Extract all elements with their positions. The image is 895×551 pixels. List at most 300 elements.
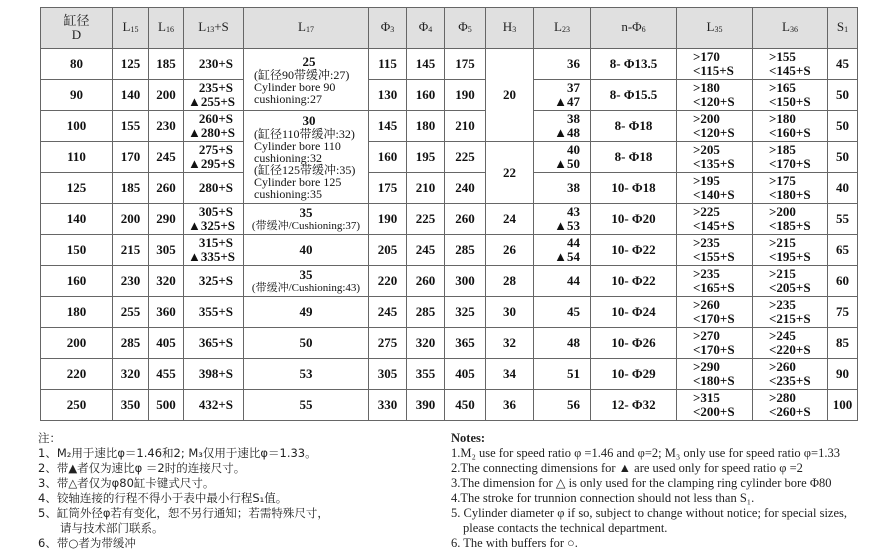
- cell-s1: [828, 80, 858, 111]
- header-label-line2: D: [71, 27, 82, 42]
- cell-line: <145+S: [693, 218, 735, 233]
- cell-s1: [828, 266, 858, 297]
- cell-l23: [534, 49, 591, 80]
- cell-line: 280+S: [198, 180, 233, 195]
- cell-line: >280: [769, 390, 796, 405]
- cell-l36: [753, 328, 828, 359]
- cell-d: [41, 235, 113, 266]
- cell-d: [41, 142, 113, 173]
- cell-value: 220: [377, 273, 398, 288]
- l17-note: cushioning:32: [254, 151, 322, 165]
- cell-nphi6: [591, 328, 677, 359]
- cell-line: >315: [693, 390, 720, 405]
- cell-s1: [828, 390, 858, 421]
- cell-line: ▲54: [554, 249, 580, 264]
- cell-l17: [244, 111, 369, 204]
- cell-line: ▲48: [554, 125, 580, 140]
- cell-value: 90: [70, 87, 83, 102]
- cell-l15: [113, 204, 149, 235]
- cell-phi4: [407, 173, 445, 204]
- header-label: L: [706, 19, 715, 34]
- cell-line: 398+S: [198, 366, 233, 381]
- cell-line: <170+S: [769, 156, 811, 171]
- cell-value: 160: [66, 273, 87, 288]
- cell-value: 200: [66, 335, 87, 350]
- cell-phi5: [445, 359, 486, 390]
- cell-l16: [149, 142, 184, 173]
- header-subscript: 35: [714, 25, 723, 34]
- cell-line: >235: [693, 266, 720, 281]
- cell-l23: [534, 111, 591, 142]
- header-subscript: 15: [130, 25, 139, 34]
- cell-line: <180+S: [693, 373, 735, 388]
- header-label: S: [836, 19, 845, 34]
- cell-line: >290: [693, 359, 720, 374]
- header-subscript: 36: [789, 25, 798, 34]
- cell-phi5: [445, 80, 486, 111]
- table-row: [41, 328, 858, 359]
- notes-en-title: Notes:: [451, 431, 486, 445]
- cell-phi3: [369, 80, 407, 111]
- cell-l13: [184, 173, 244, 204]
- table-row: [41, 235, 858, 266]
- note-en-1: 1.M₂ use for speed ratio φ =1.46 and φ=2; M₃ only use for speed ratio φ=1.33: [451, 446, 840, 460]
- cell-line: ▲280+S: [188, 125, 236, 140]
- cell-value: 170: [120, 149, 141, 164]
- table-row: [41, 111, 858, 142]
- cell-phi4: [407, 142, 445, 173]
- cell-value: 90: [836, 366, 849, 381]
- cell-line: <185+S: [769, 218, 811, 233]
- cell-value: 195: [415, 149, 436, 164]
- cell-value: 140: [66, 211, 87, 226]
- cell-l35: [677, 80, 753, 111]
- cell-line: >270: [693, 328, 720, 343]
- cell-value: 210: [415, 180, 436, 195]
- l17-value: 30: [302, 113, 316, 128]
- cell-value: 450: [455, 397, 475, 412]
- cell-line: >205: [693, 142, 720, 157]
- cell-value: 8- Φ18: [614, 149, 653, 164]
- cell-value: 140: [120, 87, 141, 102]
- cell-value: 28: [503, 273, 516, 288]
- cell-l23: [534, 80, 591, 111]
- cell-l17: [244, 297, 369, 328]
- cell-value: 350: [120, 397, 141, 412]
- cell-l35: [677, 297, 753, 328]
- cell-line: <120+S: [693, 125, 735, 140]
- cell-l15: [113, 297, 149, 328]
- cell-phi4: [407, 111, 445, 142]
- cell-line: >180: [693, 80, 720, 95]
- note-cn-4: 4、铰轴连接的行程不得小于表中最小行程S₁值。: [38, 491, 288, 505]
- cell-l16: [149, 49, 184, 80]
- cell-line: <145+S: [769, 63, 811, 78]
- cell-value: 150: [66, 242, 87, 257]
- cell-value: 180: [415, 118, 436, 133]
- cell-value: 10- Φ24: [611, 304, 656, 319]
- cell-value: 325: [455, 304, 475, 319]
- cell-phi4: [407, 266, 445, 297]
- cell-value: 365: [455, 335, 475, 350]
- cell-line: >195: [693, 173, 720, 188]
- cell-l16: [149, 173, 184, 204]
- cell-phi4: [407, 204, 445, 235]
- cell-l17: [244, 359, 369, 390]
- cell-value: 50: [836, 87, 849, 102]
- cell-l17: [244, 49, 369, 111]
- header-subscript: 17: [305, 25, 314, 34]
- cell-s1: [828, 142, 858, 173]
- cell-value: 320: [156, 273, 176, 288]
- cell-phi4: [407, 359, 445, 390]
- cell-value: 250: [66, 397, 87, 412]
- cell-value: 32: [503, 335, 516, 350]
- cell-l36: [753, 173, 828, 204]
- cell-l35: [677, 204, 753, 235]
- table-header-row: [41, 8, 858, 49]
- cell-value: 145: [377, 118, 398, 133]
- cell-value: 10- Φ29: [611, 366, 656, 381]
- column-header: [113, 8, 149, 49]
- cell-value: 390: [415, 397, 436, 412]
- cell-line: ▲53: [554, 218, 580, 233]
- cell-value: 45: [836, 56, 849, 71]
- cell-phi5: [445, 49, 486, 80]
- cell-value: 180: [66, 304, 87, 319]
- cell-l17: [244, 204, 369, 235]
- l17-note: (带缓冲/Cushioning:43): [251, 282, 361, 294]
- cell-l36: [753, 111, 828, 142]
- cell-value: 60: [836, 273, 849, 288]
- cell-l17: [244, 235, 369, 266]
- cell-line: ▲255+S: [188, 94, 236, 109]
- cell-phi5: [445, 204, 486, 235]
- cell-value: 20: [503, 87, 516, 102]
- cell-line: 325+S: [198, 273, 233, 288]
- cell-value: 160: [415, 87, 436, 102]
- cell-line: 44: [567, 235, 580, 250]
- cell-l36: [753, 235, 828, 266]
- cell-phi5: [445, 142, 486, 173]
- l17-value: 55: [299, 397, 313, 412]
- cell-value: 65: [836, 242, 849, 257]
- column-header: [369, 8, 407, 49]
- notes-english: [451, 431, 847, 551]
- cell-l36: [753, 49, 828, 80]
- cell-value: 220: [66, 366, 87, 381]
- cell-d: [41, 359, 113, 390]
- cell-line: ▲325+S: [188, 218, 236, 233]
- column-header: [753, 8, 828, 49]
- cell-value: 34: [503, 366, 516, 381]
- cell-s1: [828, 359, 858, 390]
- cell-line: 48: [567, 335, 580, 350]
- header-label: H: [502, 19, 513, 34]
- cell-l15: [113, 266, 149, 297]
- cell-value: 40: [836, 180, 849, 195]
- cell-phi3: [369, 359, 407, 390]
- cell-value: 405: [455, 366, 475, 381]
- cell-phi4: [407, 297, 445, 328]
- cell-phi4: [407, 80, 445, 111]
- cell-nphi6: [591, 266, 677, 297]
- cell-value: 22: [503, 164, 516, 180]
- cell-line: <140+S: [693, 187, 735, 202]
- cell-line: 432+S: [198, 397, 233, 412]
- cell-h3: [486, 297, 534, 328]
- cell-l16: [149, 235, 184, 266]
- header-label: L: [782, 19, 790, 34]
- l17-note: cushioning:35: [254, 187, 322, 201]
- cell-value: 285: [415, 304, 436, 319]
- cell-l17: [244, 390, 369, 421]
- note-en-5-cont: please contacts the technical department.: [463, 521, 668, 535]
- cell-phi4: [407, 49, 445, 80]
- column-header: [41, 8, 113, 49]
- cell-value: 245: [377, 304, 398, 319]
- header-subscript: 1: [844, 25, 849, 34]
- cell-l13: [184, 204, 244, 235]
- cell-value: 230: [120, 273, 141, 288]
- cell-nphi6: [591, 359, 677, 390]
- cell-l35: [677, 359, 753, 390]
- note-cn-1: 1、M₂用于速比φ＝1.46和2; M₃仅用于速比φ＝1.33。: [38, 446, 317, 460]
- cell-line: 315+S: [198, 235, 233, 250]
- cell-value: 200: [156, 87, 176, 102]
- cell-d: [41, 111, 113, 142]
- cell-value: 255: [120, 304, 141, 319]
- cell-value: 155: [120, 118, 141, 133]
- cell-value: 245: [415, 242, 436, 257]
- header-label: Φ: [458, 19, 468, 34]
- cell-value: 225: [415, 211, 436, 226]
- cell-l13: [184, 297, 244, 328]
- cell-line: <120+S: [693, 94, 735, 109]
- cell-phi5: [445, 266, 486, 297]
- cell-phi4: [407, 328, 445, 359]
- column-header: [486, 8, 534, 49]
- cell-l36: [753, 80, 828, 111]
- column-header: [591, 8, 677, 49]
- cell-phi3: [369, 390, 407, 421]
- cell-l23: [534, 328, 591, 359]
- cell-value: 50: [836, 118, 849, 133]
- header-subscript: 3: [390, 25, 395, 34]
- cell-l35: [677, 390, 753, 421]
- column-header: [184, 8, 244, 49]
- cell-l35: [677, 111, 753, 142]
- cell-value: 24: [503, 211, 516, 226]
- cell-l36: [753, 297, 828, 328]
- column-header: [244, 8, 369, 49]
- cell-l15: [113, 80, 149, 111]
- cell-line: <235+S: [769, 373, 811, 388]
- cell-line: 38: [567, 111, 580, 126]
- header-subscript: 13: [206, 25, 215, 34]
- l17-note: Cylinder bore 90: [254, 79, 336, 94]
- l17-value: 35: [299, 205, 313, 220]
- cell-line: >200: [769, 204, 796, 219]
- cell-line: 38: [567, 180, 580, 195]
- header-suffix: +S: [214, 19, 229, 34]
- cell-value: 85: [836, 335, 849, 350]
- note-en-5: 5. Cylinder diameter φ if so, subject to change without notice; for special sizes,: [451, 506, 847, 520]
- cell-line: 36: [567, 56, 580, 71]
- cell-line: 235+S: [198, 80, 233, 95]
- note-cn-6: 6、带○者为带缓冲: [38, 536, 136, 550]
- cell-phi3: [369, 173, 407, 204]
- l17-note: Cylinder bore 110: [254, 139, 341, 153]
- cell-value: 80: [70, 56, 83, 71]
- cell-line: >235: [693, 235, 720, 250]
- notes-chinese: [38, 431, 329, 551]
- cell-nphi6: [591, 111, 677, 142]
- cell-l13: [184, 328, 244, 359]
- cell-l35: [677, 328, 753, 359]
- l17-value: 49: [299, 304, 313, 319]
- cell-h3: [486, 266, 534, 297]
- cell-l13: [184, 390, 244, 421]
- l17-note: cushioning:27: [254, 91, 322, 106]
- cell-value: 10- Φ22: [611, 242, 656, 257]
- cell-d: [41, 390, 113, 421]
- cell-s1: [828, 297, 858, 328]
- column-header: [828, 8, 858, 49]
- cell-l13: [184, 49, 244, 80]
- cell-line: 40: [567, 142, 580, 157]
- cell-line: 355+S: [198, 304, 233, 319]
- column-header: [534, 8, 591, 49]
- cell-value: 215: [120, 242, 141, 257]
- cell-l36: [753, 204, 828, 235]
- l17-value: 40: [299, 242, 313, 257]
- cell-value: 285: [455, 242, 475, 257]
- cell-h3: [486, 142, 534, 204]
- header-subscript: 6: [641, 25, 646, 34]
- cylinder-dimension-table: [40, 7, 858, 421]
- cell-line: >235: [769, 297, 796, 312]
- l17-note: (缸径110带缓冲:32): [254, 127, 355, 141]
- cell-l15: [113, 49, 149, 80]
- cell-l15: [113, 235, 149, 266]
- cell-phi3: [369, 297, 407, 328]
- cell-value: 190: [377, 211, 398, 226]
- cell-phi5: [445, 173, 486, 204]
- header-label: L: [554, 19, 562, 34]
- cell-line: 56: [567, 397, 580, 412]
- l17-note: (带缓冲/Cushioning:37): [251, 220, 361, 232]
- cell-line: ▲295+S: [188, 156, 236, 171]
- cell-s1: [828, 49, 858, 80]
- cell-phi3: [369, 142, 407, 173]
- cell-value: 330: [377, 397, 398, 412]
- header-label: Φ: [380, 19, 391, 34]
- l17-value: 35: [299, 267, 313, 282]
- table-row: [41, 204, 858, 235]
- cell-value: 225: [455, 149, 475, 164]
- table-row: [41, 80, 858, 111]
- cell-line: ▲335+S: [188, 249, 236, 264]
- cell-line: >245: [769, 328, 796, 343]
- cell-l13: [184, 142, 244, 173]
- notes-cn-title: 注：: [38, 431, 61, 445]
- cell-l35: [677, 49, 753, 80]
- cell-value: 455: [156, 366, 176, 381]
- cell-value: 275: [377, 335, 398, 350]
- cell-line: >260: [693, 297, 720, 312]
- cell-l23: [534, 173, 591, 204]
- cell-value: 100: [66, 118, 87, 133]
- cell-line: 260+S: [198, 111, 233, 126]
- header-subscript: 23: [561, 25, 570, 34]
- cell-value: 360: [156, 304, 176, 319]
- cell-l13: [184, 266, 244, 297]
- cell-phi3: [369, 111, 407, 142]
- cell-value: 10- Φ18: [611, 180, 656, 195]
- cell-value: 500: [156, 397, 176, 412]
- cell-l13: [184, 359, 244, 390]
- cell-l16: [149, 266, 184, 297]
- cell-l35: [677, 173, 753, 204]
- cell-s1: [828, 173, 858, 204]
- note-en-4: 4.The stroke for trunnion connection should not less than S₁.: [451, 491, 755, 505]
- cell-h3: [486, 328, 534, 359]
- cell-line: >155: [769, 49, 796, 64]
- cell-nphi6: [591, 80, 677, 111]
- cell-value: 260: [415, 273, 436, 288]
- cell-line: <200+S: [693, 404, 735, 419]
- table-row: [41, 49, 858, 80]
- cell-line: <160+S: [769, 125, 811, 140]
- cell-nphi6: [591, 142, 677, 173]
- cell-d: [41, 80, 113, 111]
- cell-l35: [677, 235, 753, 266]
- cell-value: 205: [377, 242, 398, 257]
- header-label: n-Φ: [621, 19, 642, 34]
- cell-d: [41, 297, 113, 328]
- cell-line: >260: [769, 359, 796, 374]
- cell-value: 75: [836, 304, 849, 319]
- cell-line: <150+S: [769, 94, 811, 109]
- cell-l15: [113, 359, 149, 390]
- note-en-3: 3.The dimension for △ is only used for the clamping ring cylinder bore Φ80: [451, 476, 832, 490]
- cell-d: [41, 49, 113, 80]
- cell-d: [41, 173, 113, 204]
- cell-l16: [149, 80, 184, 111]
- cell-nphi6: [591, 235, 677, 266]
- cell-value: 260: [156, 180, 176, 195]
- cell-phi4: [407, 235, 445, 266]
- cell-value: 110: [67, 149, 86, 164]
- cell-l23: [534, 204, 591, 235]
- cell-line: >225: [693, 204, 720, 219]
- cell-l15: [113, 142, 149, 173]
- cell-line: <155+S: [693, 249, 735, 264]
- cell-nphi6: [591, 204, 677, 235]
- cell-l17: [244, 266, 369, 297]
- cell-value: 10- Φ26: [611, 335, 656, 350]
- cell-nphi6: [591, 390, 677, 421]
- cell-l16: [149, 204, 184, 235]
- cell-l13: [184, 80, 244, 111]
- table-row: [41, 390, 858, 421]
- cell-line: <165+S: [693, 280, 735, 295]
- cell-value: 245: [156, 149, 176, 164]
- l17-note: Cylinder bore 125: [254, 175, 342, 189]
- cell-value: 145: [415, 56, 436, 71]
- cell-value: 190: [455, 87, 475, 102]
